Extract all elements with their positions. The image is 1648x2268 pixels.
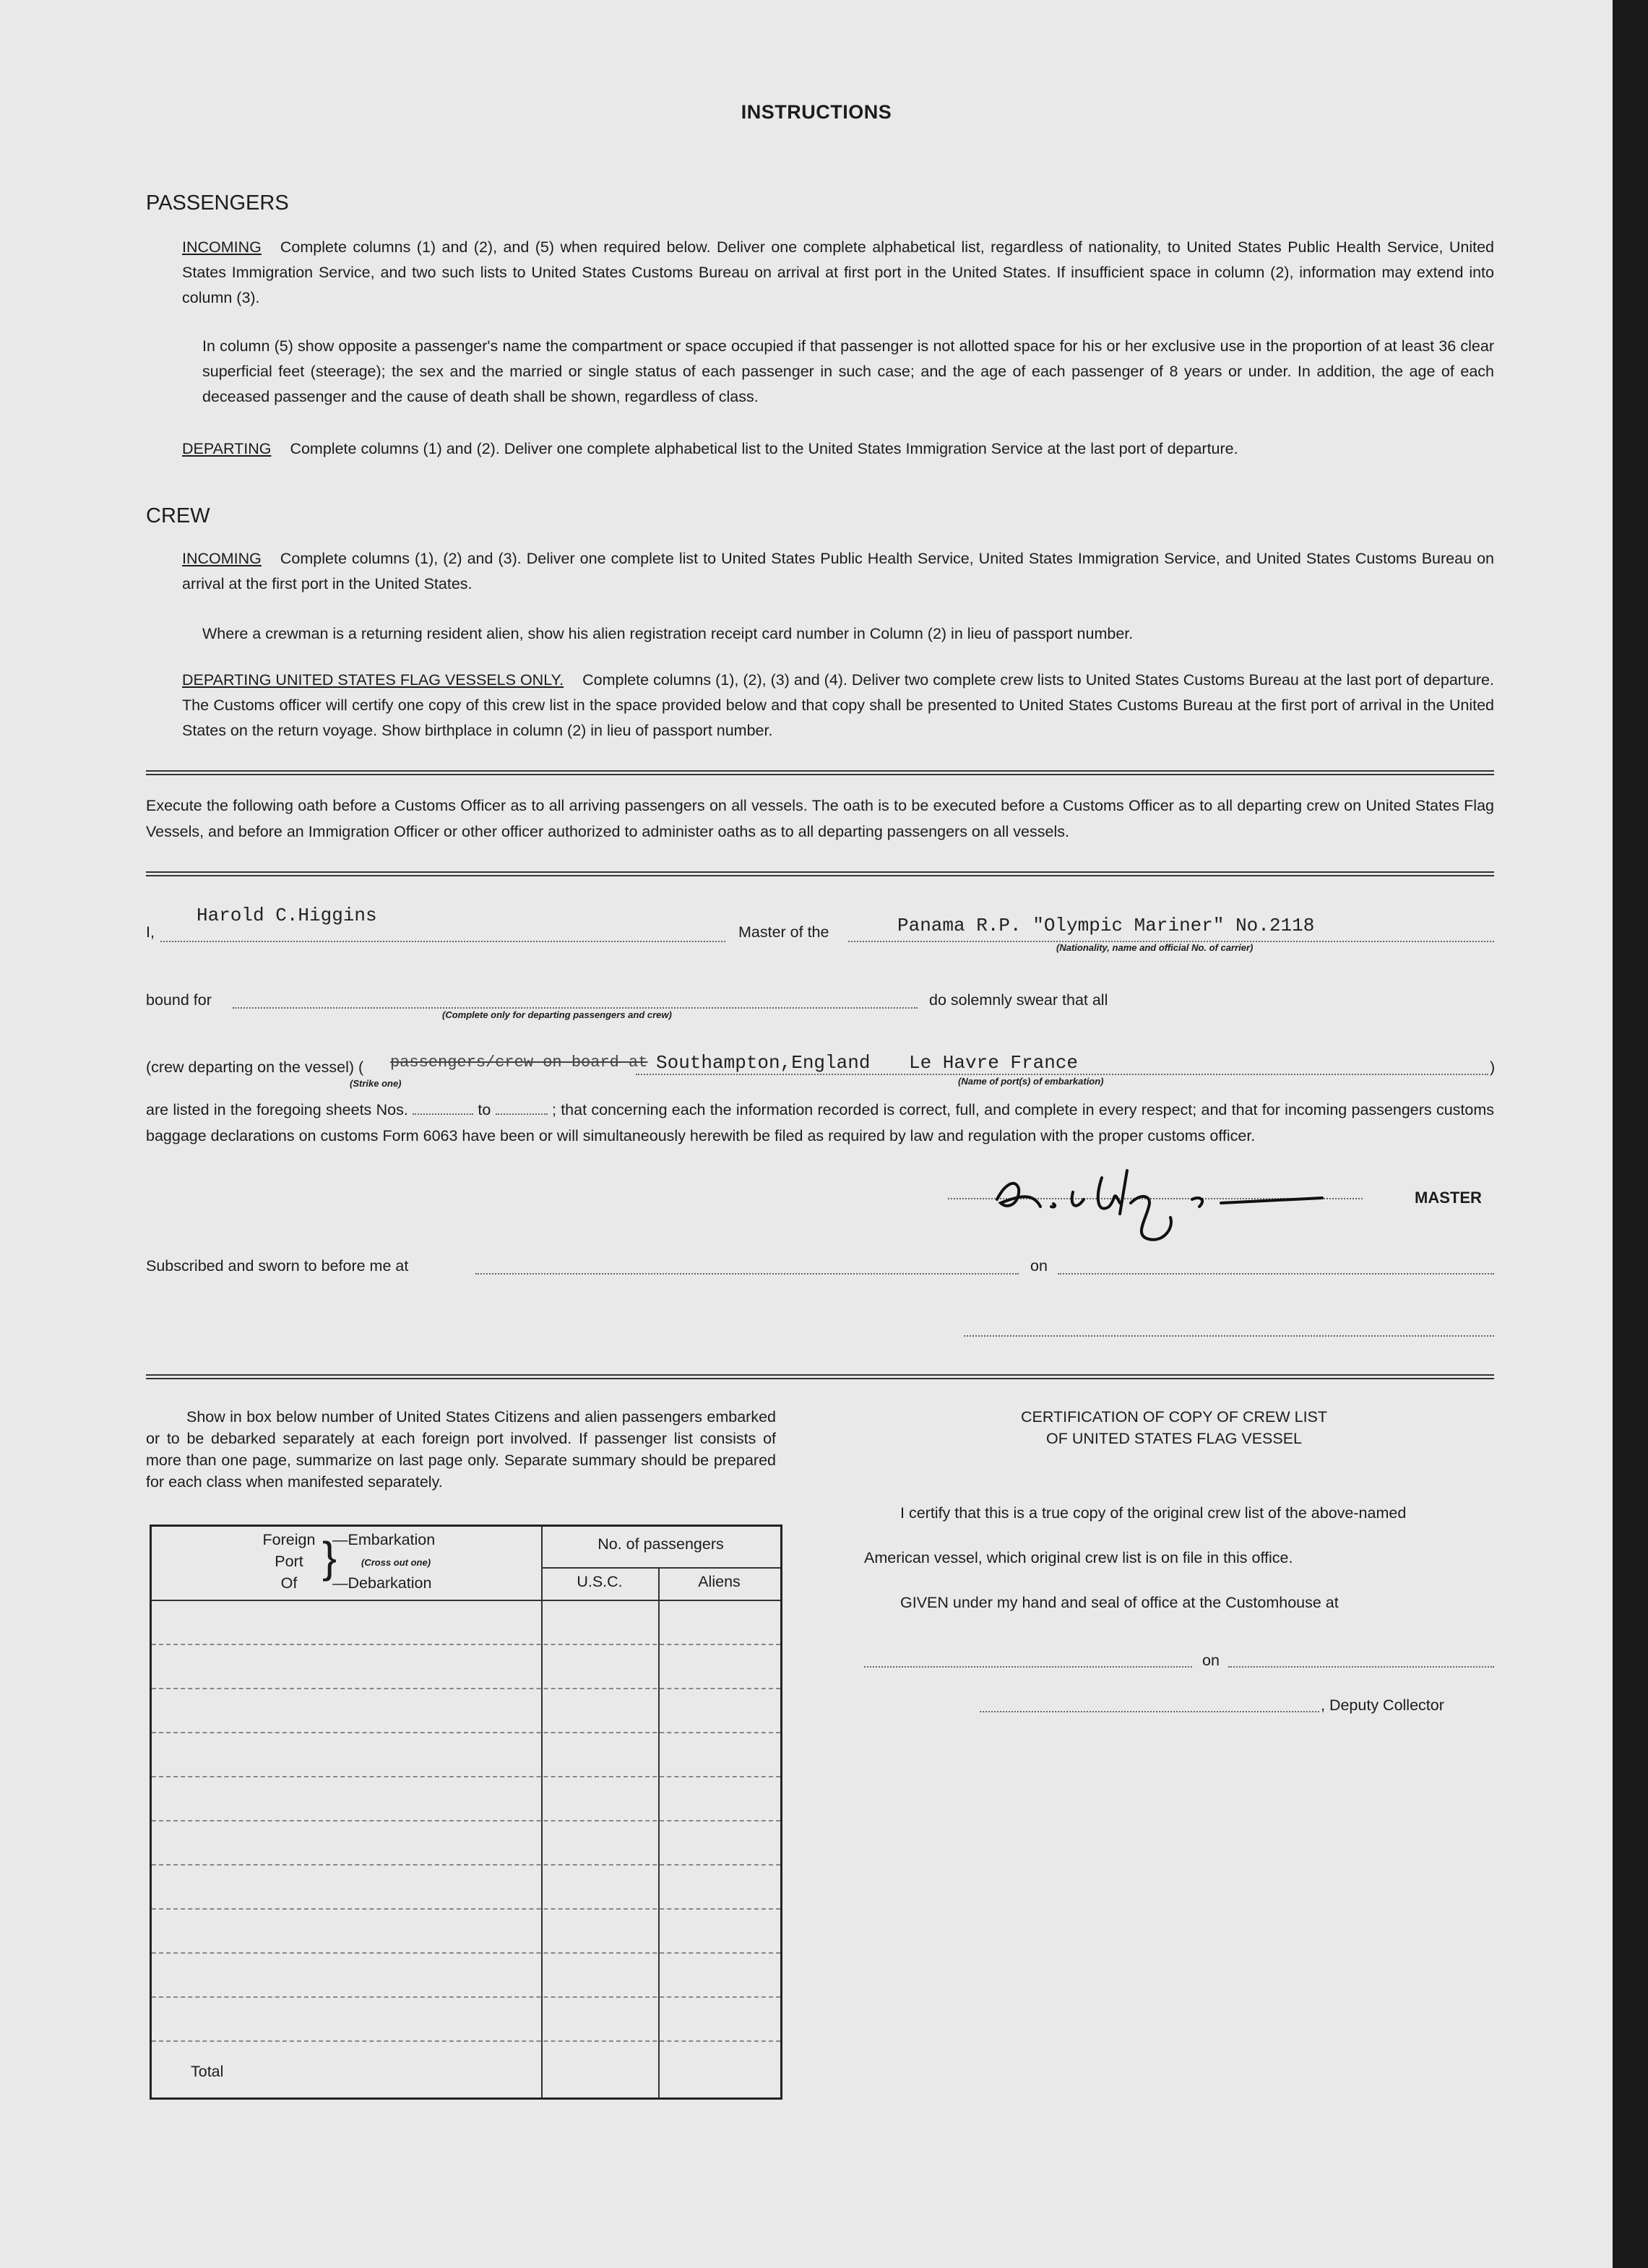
listed-paragraph [146, 1097, 1494, 1149]
bound-for-label: bound for [146, 991, 212, 1009]
ports-field [636, 1074, 1488, 1075]
col-of: Of [280, 1574, 298, 1592]
table-row [152, 1732, 780, 1733]
passengers-departing-text: Complete columns (1) and (2). Deliver one complete alphabetical list to the United States Immigration Service at the last port of departure. [290, 440, 1238, 457]
total-label: Total [191, 2063, 224, 2080]
to-label: to [478, 1101, 491, 1118]
passengers-departing [182, 436, 1494, 462]
col-divider [541, 1527, 543, 2097]
table-row [152, 1908, 780, 1910]
table-row [152, 2040, 780, 2042]
certification-title-2: OF UNITED STATES FLAG VESSEL [1045, 1430, 1303, 1447]
listed-text: ; that concerning each the information recorded is correct, full, and complete in every respect; and that for incoming passengers customs baggage declarations on customs Form 6063 have been or will simultaneously herewith be filed as required by law and regulation with the proper customs officer. [146, 1101, 1494, 1144]
certify-line-3: GIVEN under my hand and seal of office at the Customhouse at [900, 1594, 1339, 1611]
crew-incoming [182, 546, 1494, 597]
table-row [152, 1996, 780, 1998]
crew-departing-label: DEPARTING UNITED STATES FLAG VESSELS ONLY. [182, 671, 564, 689]
summary-intro: Show in box below number of United States Citizens and alien passengers embarked or to be debarked separately at each foreign port involved. If passenger list consists of more than one page, summarize on last page only. Separate summary should be prepared for each class when manifested separately. [146, 1408, 776, 1491]
passengers-incoming [182, 235, 1494, 311]
sworn-date-field [1058, 1273, 1494, 1275]
passengers-departing-label: DEPARTING [182, 440, 272, 457]
oath-i-label: I, [146, 923, 155, 941]
usc-header: U.S.C. [577, 1573, 623, 1590]
strike-caption: (Strike one) [350, 1078, 402, 1089]
master-name: Harold C.Higgins [197, 905, 377, 926]
listed-label: are listed in the foregoing sheets Nos. [146, 1101, 408, 1118]
table-row [152, 1776, 780, 1777]
certification-title-1: CERTIFICATION OF COPY OF CREW LIST [1020, 1408, 1328, 1426]
col-port: Port [275, 1553, 303, 1570]
divider [146, 770, 1494, 775]
crew-heading: CREW [146, 504, 210, 527]
customhouse-field [864, 1666, 1192, 1668]
sheet-from-field [413, 1113, 473, 1115]
passengers-heading: PASSENGERS [146, 191, 289, 215]
master-name-field [160, 941, 725, 942]
passengers-column5-note: In column (5) show opposite a passenger's name the compartment or space occupied if that passenger is not allotted space for his or her exclusive use in the proportion of at least 36 clear superficial feet (steerage); the sex and the married or single status of each passenger in such case; and the age of each passenger of 8 years or under. In addition, the age of each deceased passenger and the cause of death shall be shown, regardless of class. [202, 337, 1494, 405]
struck-text: passengers/crew on board at [390, 1053, 648, 1072]
page-title: INSTRUCTIONS [741, 101, 892, 123]
port-southampton: Southampton,England [656, 1052, 871, 1074]
bound-for-field [233, 1007, 918, 1009]
master-label: MASTER [1415, 1189, 1482, 1207]
sworn-on-label: on [1030, 1257, 1048, 1275]
close-paren: ) [1490, 1058, 1496, 1076]
crew-departing-label: (crew departing on the vessel) ( [146, 1058, 364, 1076]
header-divider [541, 1567, 780, 1569]
cert-on-label: on [1202, 1652, 1220, 1669]
passengers-incoming-text: Complete columns (1) and (2), and (5) when required below. Deliver one complete alphabetical list, regardless of nationality, to United States Public Health Service, United States Immigration Service, and two such lists to United States Customs Bureau on arrival at first port in the United States. If insufficient space in column (2), information may extend into column (3). [182, 238, 1494, 306]
crew-resident-note: Where a crewman is a returning resident alien, show his alien registration receipt card number in Column (2) in lieu of passport number. [202, 625, 1134, 642]
vessel-caption: (Nationality, name and official No. of carrier) [1056, 942, 1254, 953]
bound-caption: (Complete only for departing passengers and crew) [442, 1009, 672, 1020]
crew-departing-text: Complete columns (1), (2), (3) and (4). Deliver two complete crew lists to United States Customs Bureau at the last port of departure. The Customs officer will certify one copy of this crew list in the space provided below and that copy shall be presented to United States Customs Bureau at the first port of arrival in the United States on the return voyage. Show birthplace in column (2) in lieu of passport number. [182, 671, 1494, 739]
vessel-name: Panama R.P. "Olympic Mariner" No.2118 [897, 915, 1315, 936]
table-row [152, 1644, 780, 1645]
brace: } [322, 1533, 337, 1582]
deputy-collector-label: , Deputy Collector [1321, 1696, 1444, 1714]
col-divider [658, 1567, 660, 2097]
master-of-label: Master of the [738, 923, 829, 941]
col-foreign: Foreign [262, 1531, 316, 1548]
cert-date-field [1228, 1666, 1494, 1668]
certification-title [954, 1406, 1394, 1449]
certify-line-2: American vessel, which original crew list is on file in this office. [864, 1549, 1293, 1566]
passenger-summary-table [150, 1525, 782, 2100]
port-le-havre: Le Havre France [909, 1052, 1079, 1074]
sheet-to-field [496, 1113, 548, 1115]
certify-line-1: I certify that this is a true copy of the original crew list of the above-named [900, 1504, 1407, 1522]
embarkation-label: —Embarkation [332, 1531, 436, 1548]
table-row [152, 1952, 780, 1954]
crew-incoming-label: INCOMING [182, 550, 262, 567]
swear-label: do solemnly swear that all [929, 991, 1108, 1009]
sworn-place-field [475, 1273, 1019, 1275]
aliens-header: Aliens [698, 1573, 741, 1590]
table-row [152, 1864, 780, 1866]
divider [146, 1374, 1494, 1379]
debarkation-label: —Debarkation [332, 1574, 432, 1592]
table-row [152, 1820, 780, 1821]
crew-incoming-text: Complete columns (1), (2) and (3). Deliver one complete list to United States Public Health Service, United States Immigration Service, and United States Customs Bureau on arrival at the first port in the United States. [182, 550, 1494, 592]
ports-caption: (Name of port(s) of embarkation) [958, 1076, 1104, 1087]
deputy-signature-field [980, 1711, 1319, 1712]
table-row [152, 1688, 780, 1689]
master-signature [975, 1149, 1337, 1250]
oath-intro: Execute the following oath before a Customs Officer as to all arriving passengers on all vessels. The oath is to be executed before a Customs Officer as to all departing crew on United States Flag Vessels, and before an Immigration Officer or other officer authorized to administer oaths as to all departing passengers on all vessels. [146, 797, 1494, 840]
cross-out-note: (Cross out one) [361, 1557, 431, 1568]
subscribed-label: Subscribed and sworn to before me at [146, 1257, 409, 1275]
crew-departing [182, 668, 1494, 743]
header-divider [152, 1600, 780, 1601]
officer-signature-field [964, 1335, 1494, 1337]
passengers-incoming-label: INCOMING [182, 238, 262, 256]
no-passengers-header: No. of passengers [597, 1535, 724, 1553]
divider [146, 871, 1494, 876]
